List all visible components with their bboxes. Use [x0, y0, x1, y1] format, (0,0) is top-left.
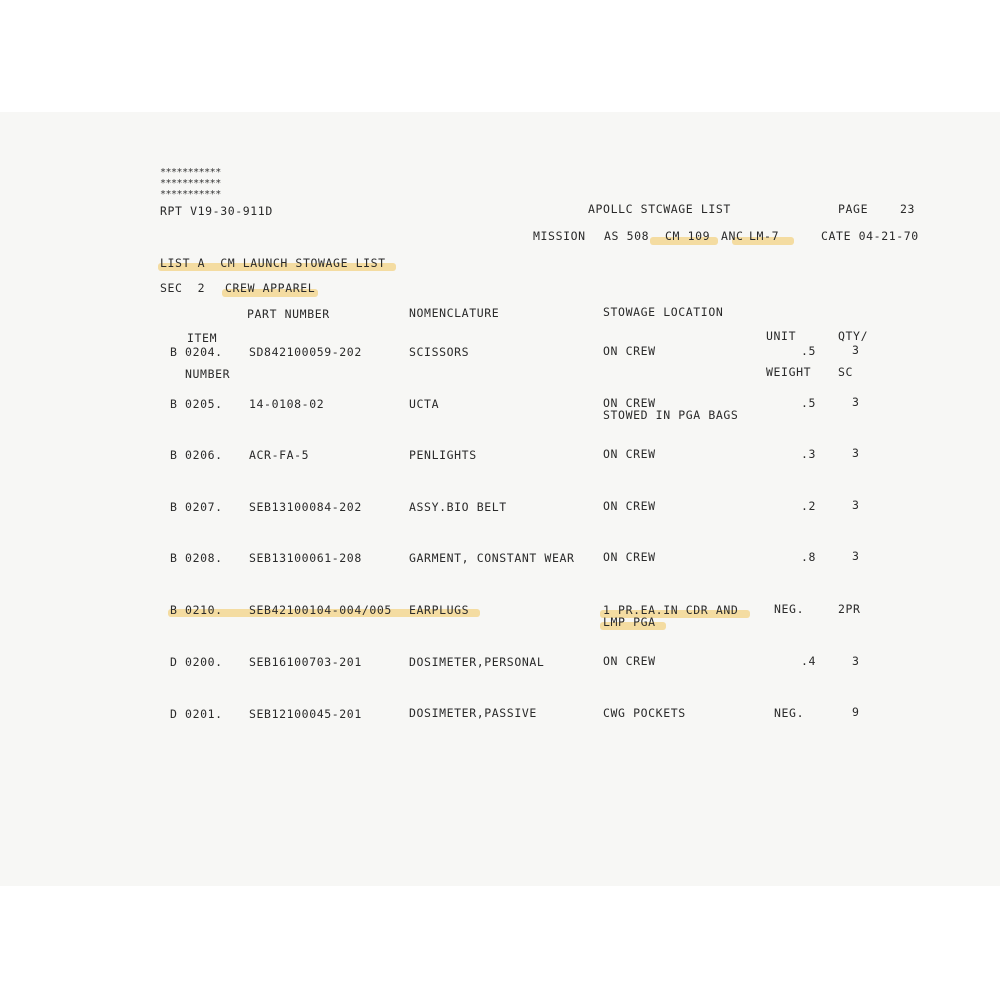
stowage-location: ON CREW: [603, 447, 656, 461]
stowage-location: 1 PR.EA.IN CDR AND: [603, 603, 739, 617]
col-header-location: STOWAGE LOCATION: [603, 305, 724, 319]
col-header-item-line: ITEM: [187, 331, 218, 345]
item-number: B 0207.: [170, 500, 223, 514]
col-header-weight-line: UNIT: [766, 329, 797, 343]
unit-weight: .5: [801, 396, 817, 410]
stowage-location-line2: STOWED IN PGA BAGS: [603, 408, 739, 422]
unit-weight: NEG.: [774, 706, 805, 720]
item-number: B 0208.: [170, 551, 223, 565]
asterisk-block: [160, 167, 221, 200]
stowage-location-line2: LMP PGA: [603, 615, 656, 629]
and-text: ANC: [721, 229, 744, 243]
lm-value: LM-7: [749, 229, 780, 243]
page-number: 23: [900, 202, 916, 216]
asterisk-line: ***********: [160, 167, 221, 178]
quantity: 3: [852, 343, 860, 357]
part-number: SEB42100104-004/005: [249, 603, 392, 617]
nomenclature: UCTA: [409, 397, 440, 411]
nomenclature: DOSIMETER,PASSIVE: [409, 706, 537, 720]
part-number: ACR-FA-5: [249, 448, 310, 462]
stowage-location: ON CREW: [603, 550, 656, 564]
nomenclature: SCISSORS: [409, 345, 470, 359]
report-id: RPT V19-30-911D: [160, 204, 273, 218]
quantity: 3: [852, 549, 860, 563]
quantity: 3: [852, 446, 860, 460]
part-number: 14-0108-02: [249, 397, 325, 411]
item-number: D 0201.: [170, 707, 223, 721]
part-number: SEB16100703-201: [249, 655, 362, 669]
mission-value: AS 508: [604, 229, 650, 243]
stowage-location: CWG POCKETS: [603, 706, 686, 720]
col-header-qty-line: QTY/: [838, 329, 869, 343]
quantity: 2PR: [838, 602, 861, 616]
list-heading: LIST A CM LAUNCH STOWAGE LIST: [160, 256, 386, 270]
list-title: APOLLC STCWAGE LIST: [588, 202, 731, 216]
stowage-location: ON CREW: [603, 499, 656, 513]
unit-weight: .5: [801, 344, 817, 358]
item-number: B 0204.: [170, 345, 223, 359]
col-header-part: PART NUMBER: [247, 307, 330, 321]
nomenclature: DOSIMETER,PERSONAL: [409, 655, 545, 669]
quantity: 3: [852, 654, 860, 668]
col-header-weight-line: WEIGHT: [766, 365, 812, 379]
stowage-location: ON CREW: [603, 654, 656, 668]
item-number: B 0206.: [170, 448, 223, 462]
nomenclature: ASSY.BIO BELT: [409, 500, 507, 514]
mission-label: MISSION: [533, 229, 586, 243]
nomenclature: GARMENT, CONSTANT WEAR: [409, 551, 575, 565]
unit-weight: .2: [801, 499, 817, 513]
col-header-item-line: NUMBER: [185, 367, 231, 381]
unit-weight: .8: [801, 550, 817, 564]
stowage-location: ON CREW: [603, 344, 656, 358]
asterisk-line: ***********: [160, 178, 221, 189]
nomenclature: PENLIGHTS: [409, 448, 477, 462]
part-number: SEB12100045-201: [249, 707, 362, 721]
part-number: SEB13100084-202: [249, 500, 362, 514]
nomenclature: EARPLUGS: [409, 603, 470, 617]
page-label: PAGE: [838, 202, 869, 216]
part-number: SEB13100061-208: [249, 551, 362, 565]
unit-weight: NEG.: [774, 602, 805, 616]
quantity: 3: [852, 498, 860, 512]
unit-weight: .4: [801, 654, 817, 668]
asterisk-line: ***********: [160, 189, 221, 200]
stowage-location: ON CREW: [603, 396, 656, 410]
section-label: SEC 2: [160, 281, 206, 295]
quantity: 3: [852, 395, 860, 409]
quantity: 9: [852, 705, 860, 719]
item-number: B 0210.: [170, 603, 223, 617]
cm-value: CM 109: [665, 229, 711, 243]
item-number: D 0200.: [170, 655, 223, 669]
col-header-qty-line: SC: [838, 365, 854, 379]
col-header-nomenclature: NOMENCLATURE: [409, 306, 500, 320]
item-number: B 0205.: [170, 397, 223, 411]
section-name: CREW APPAREL: [225, 281, 316, 295]
unit-weight: .3: [801, 447, 817, 461]
part-number: SD842100059-202: [249, 345, 362, 359]
date-text: CATE 04-21-70: [821, 229, 919, 243]
